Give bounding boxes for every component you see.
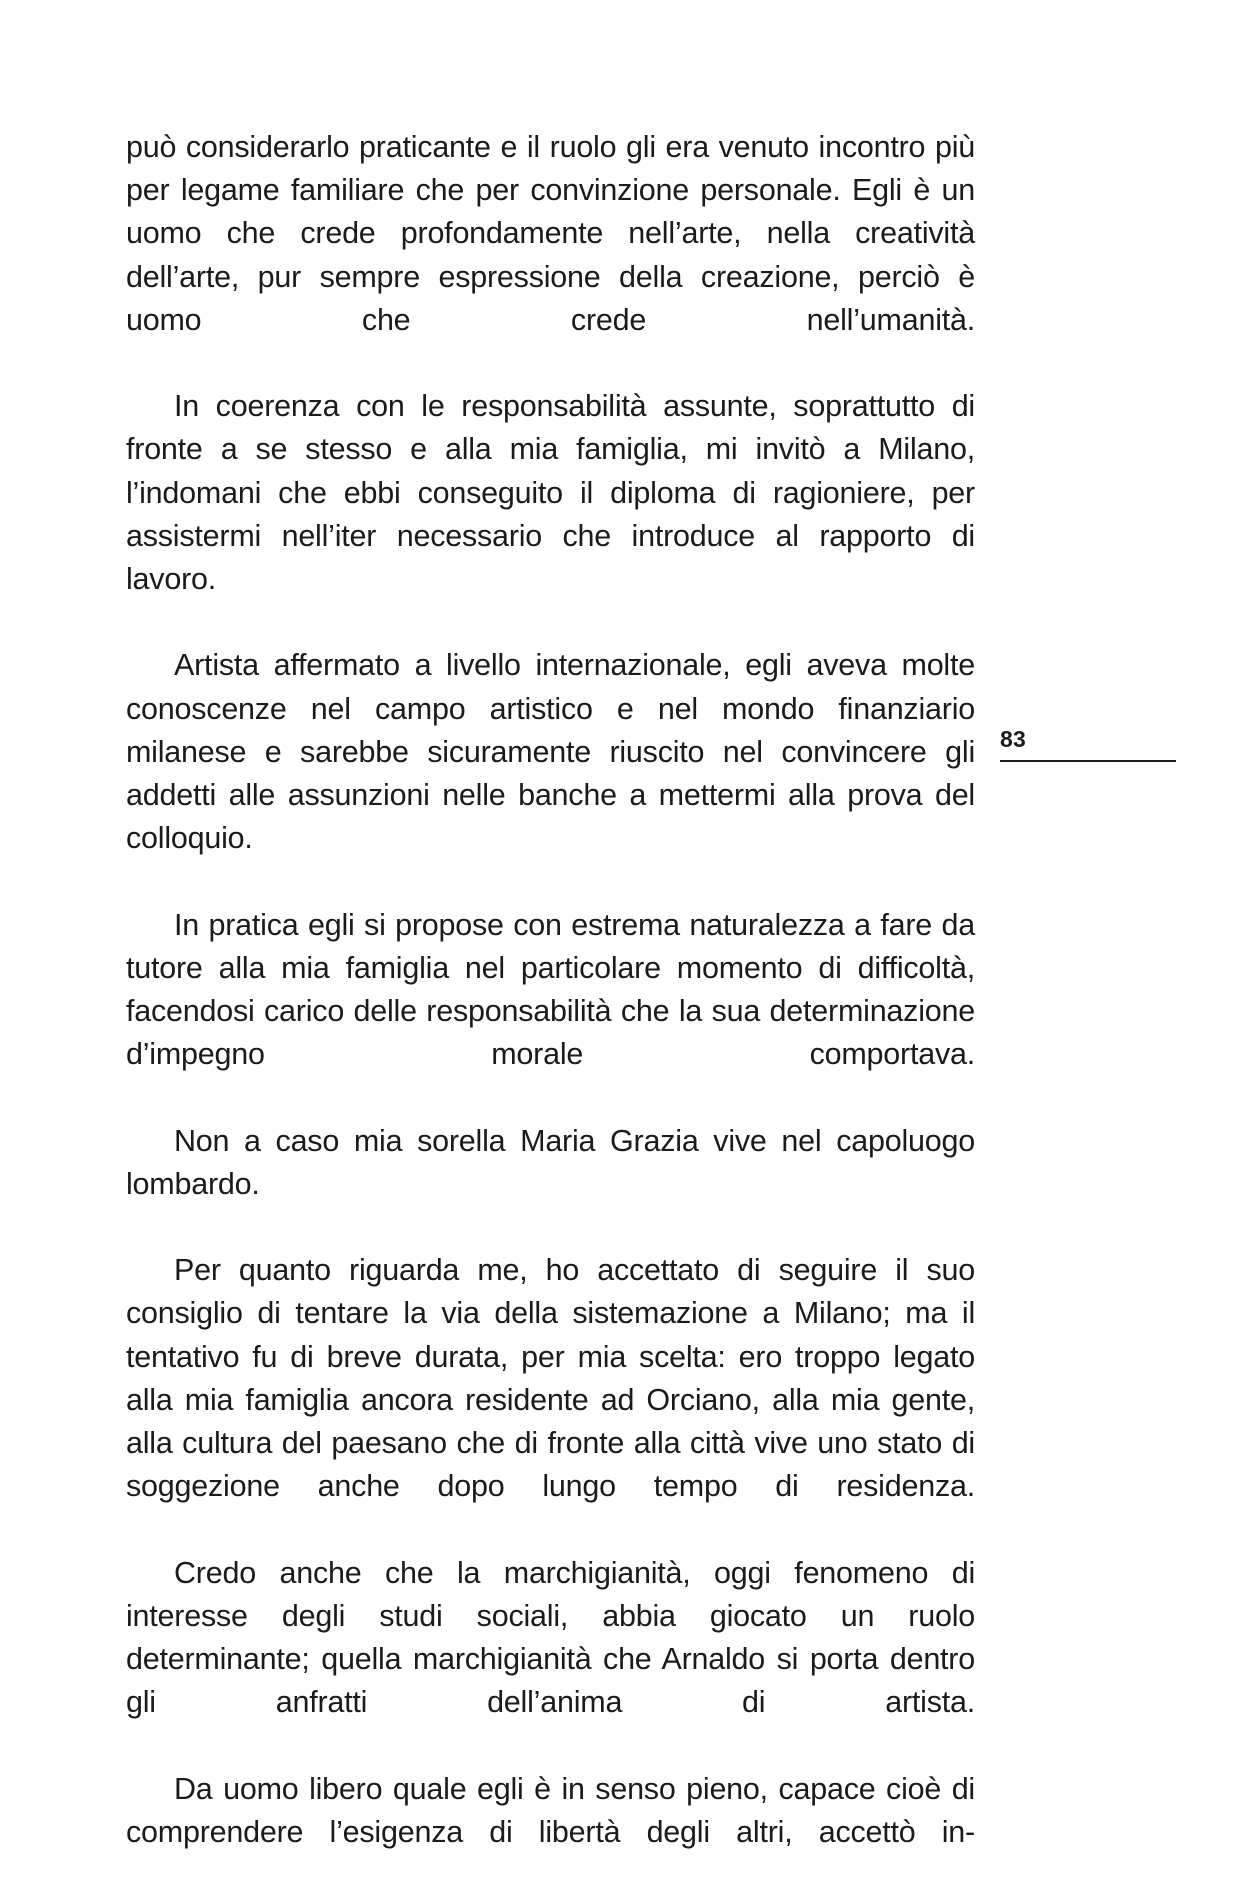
paragraph: Per quanto riguarda me, ho accettato di seguire il suo consiglio di tentare la via della sistemazione a Milano; ma il tentativo fu di breve durata, per mia scelta: ero troppo legato alla mia famiglia ancora residente ad Orciano, alla mia gente, alla cultura del paesano che di fronte alla città vive uno stato di soggezione anche dopo lungo tempo di residenza.: [126, 1253, 975, 1504]
folio-rule: [1000, 760, 1176, 762]
paragraph: In coerenza con le responsabilità assunte, soprattutto di fronte a se stesso e alla mia famiglia, mi invitò a Milano, l’indomani che ebbi conseguito il diploma di ragioniere, per assistermi nell’iter necessario che introduce al rapporto di lavoro.: [126, 389, 975, 597]
paragraph: In pratica egli si propose con estrema naturalezza a fare da tutore alla mia famiglia nel particolare momento di difficoltà, facendosi carico delle responsabilità che la sua determinazione d’impegno morale comportava.: [126, 907, 975, 1072]
page-number: 83: [1000, 726, 1026, 752]
paragraph: può considerarlo praticante e il ruolo gli era venuto incontro più per legame familiare che per convinzione personale. Egli è un uomo che crede profondamente nell’arte, nella creatività dell’arte, pur sempre espressione della creazione, perciò è uomo che crede nell’umanità.: [126, 130, 975, 337]
paragraph: Non a caso mia sorella Maria Grazia vive nel capoluogo lombardo.: [126, 1123, 975, 1201]
paragraph: Artista affermato a livello internazionale, egli aveva molte conoscenze nel campo artistico e nel mondo finanziario milanese e sarebbe sicuramente riuscito nel convincere gli addetti alle assunzioni nelle banche a mettermi alla prova del colloquio.: [126, 648, 975, 856]
paragraph: Credo anche che la marchigianità, oggi fenomeno di interesse degli studi sociali, abbia giocato un ruolo determinante; quella marchigianità che Arnaldo si porta dentro gli anfratti dell’anima di artista.: [126, 1555, 975, 1720]
paragraph: Da uomo libero quale egli è in senso pieno, capace cioè di comprendere l’esigenza di libertà degli altri, accettò in-: [126, 1771, 975, 1849]
body-text-column: [126, 126, 975, 1897]
page-folio: [1000, 726, 1180, 762]
